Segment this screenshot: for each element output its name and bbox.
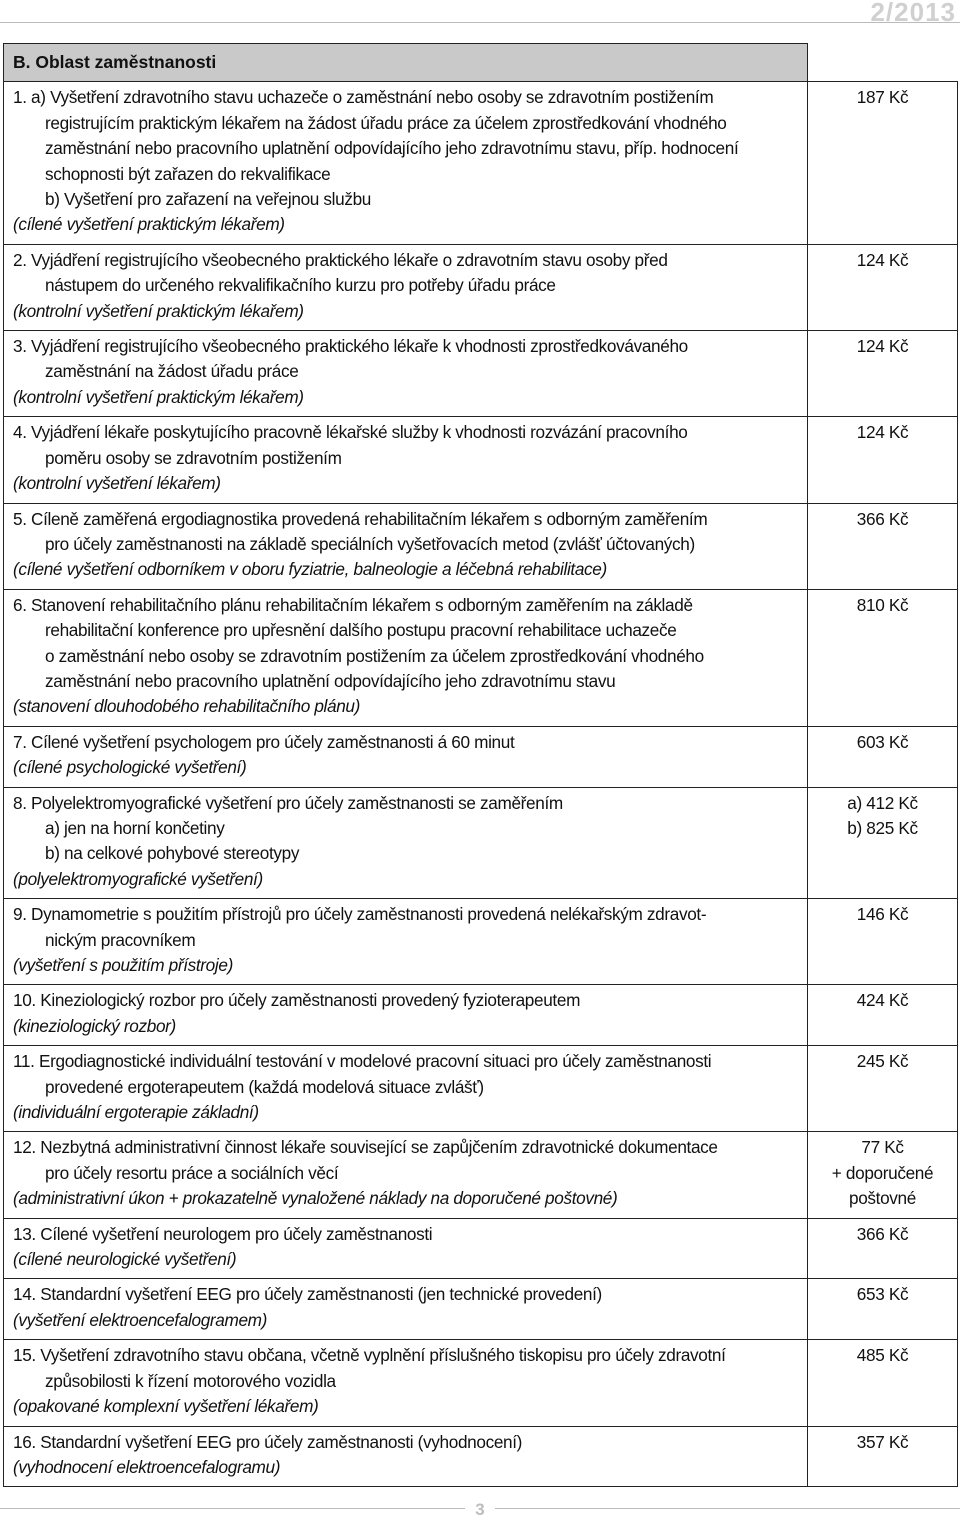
fee-item-category: (polyelektromyografické vyšetření): [13, 868, 263, 889]
fee-item-category: (cílené vyšetření odborníkem v oboru fyziatrie, balneologie a léčebná rehabilitace): [13, 559, 607, 580]
fee-item-category: (kontrolní vyšetření praktickým lékařem): [13, 300, 304, 321]
fee-item-category: (vyšetření elektroencefalogramem): [13, 1309, 268, 1330]
fee-item-description: [4, 1340, 808, 1426]
price-line: 485 Kč: [856, 1345, 909, 1366]
fee-item-category: (stanovení dlouhodobého rehabilitačního plánu): [13, 696, 361, 717]
page-number: 3: [465, 1500, 494, 1519]
fee-item-category: (vyšetření s použitím přístroje): [13, 955, 233, 975]
fee-item-row: [4, 331, 958, 417]
description-line: 16. Standardní vyšetření EEG pro účely zaměstnanosti (vyhodnocení): [13, 1431, 523, 1452]
section-header-row: [4, 44, 958, 82]
fee-item-price: [808, 417, 958, 503]
fee-item-row: [4, 1279, 958, 1340]
fee-item-price: [808, 1046, 958, 1132]
description-line: 1. a) Vyšetření zdravotního stavu uchazeče o zaměstnání nebo osoby se zdravotním postižením: [13, 87, 714, 108]
description-line: poměru osoby se zdravotním postižením: [45, 447, 342, 468]
description-line: 13. Cílené vyšetření neurologem pro účely zaměstnanosti: [13, 1223, 433, 1244]
description-line: zaměstnání nebo pracovního uplatnění odpovídajícího jeho zdravotnímu stavu: [45, 670, 616, 691]
description-line: pro účely resortu práce a sociálních věcí: [45, 1162, 339, 1183]
fee-item-row: [4, 1046, 958, 1132]
page-number-wrap: [0, 1500, 960, 1520]
fee-item-price: [808, 589, 958, 726]
description-line: b) Vyšetření pro zařazení na veřejnou službu: [45, 189, 371, 210]
price-line: 187 Kč: [856, 87, 909, 108]
description-line: 11. Ergodiagnostické individuální testování v modelové pracovní situaci pro účely zaměstnanosti: [13, 1051, 712, 1072]
description-line: 14. Standardní vyšetření EEG pro účely zaměstnanosti (jen technické provedení): [13, 1284, 602, 1305]
fee-item-category: (kontrolní vyšetření praktickým lékařem): [13, 386, 304, 407]
fee-item-row: [4, 1218, 958, 1279]
price-line: 366 Kč: [856, 508, 909, 529]
section-title: B. Oblast zaměstnanosti: [4, 44, 808, 82]
fee-item-description: [4, 417, 808, 503]
fee-item-description: [4, 1426, 808, 1487]
price-line: poštovné: [849, 1188, 916, 1209]
description-line: a) jen na horní končetiny: [45, 817, 225, 838]
fee-item-category: (administrativní úkon + prokazatelně vynaložené náklady na doporučené poštovné): [13, 1188, 618, 1209]
fee-item-row: [4, 417, 958, 503]
description-line: zaměstnání nebo pracovního uplatnění odpovídajícího jeho zdravotnímu stavu, příp. hodnocení: [45, 138, 739, 159]
fee-item-row: [4, 244, 958, 330]
price-line: 653 Kč: [856, 1284, 909, 1305]
description-line: zaměstnání na žádost úřadu práce: [45, 361, 299, 382]
fee-item-description: [4, 1046, 808, 1132]
fee-item-price: [808, 82, 958, 244]
fee-item-price: [808, 899, 958, 985]
description-line: provedené ergoterapeutem (každá modelová situace zvlášť): [45, 1076, 484, 1097]
description-line: o zaměstnání nebo osoby se zdravotním postižením za účelem zprostředkování vhodného: [45, 645, 704, 666]
fee-table: [3, 43, 958, 1487]
description-line: 12. Nezbytná administrativní činnost lékaře související se zapůjčením zdravotnické dokumentace: [13, 1137, 718, 1158]
fee-item-description: [4, 82, 808, 244]
price-line: 77 Kč: [861, 1137, 904, 1158]
fee-item-price: [808, 1279, 958, 1340]
description-line: rehabilitační konference pro upřesnění dalšího postupu pracovní rehabilitace uchazeče: [45, 620, 677, 641]
fee-item-row: [4, 726, 958, 787]
description-line: nickým pracovníkem: [45, 929, 196, 950]
fee-item-row: [4, 1340, 958, 1426]
description-line: b) na celkové pohybové stereotypy: [45, 843, 300, 864]
fee-item-description: [4, 244, 808, 330]
price-line: 810 Kč: [856, 594, 909, 615]
section-header-blank: [808, 44, 958, 82]
fee-item-price: [808, 787, 958, 899]
description-line: 6. Stanovení rehabilitačního plánu rehabilitačním lékařem s odborným zaměřením na základě: [13, 594, 693, 615]
price-line: 366 Kč: [856, 1223, 909, 1244]
fee-item-category: (opakované komplexní vyšetření lékařem): [13, 1396, 319, 1417]
price-line: b) 825 Kč: [847, 817, 918, 838]
fee-item-description: [4, 1279, 808, 1340]
fee-item-row: [4, 82, 958, 244]
fee-item-category: (kineziologický rozbor): [13, 1015, 176, 1036]
price-line: 245 Kč: [856, 1051, 909, 1072]
fee-item-price: [808, 1426, 958, 1487]
fee-item-price: [808, 726, 958, 787]
fee-item-description: [4, 1218, 808, 1279]
fee-item-price: [808, 1218, 958, 1279]
description-line: 7. Cílené vyšetření psychologem pro účely zaměstnanosti á 60 minut: [13, 731, 515, 752]
fee-item-row: [4, 503, 958, 589]
fee-item-category: (kontrolní vyšetření lékařem): [13, 473, 221, 494]
price-line: 146 Kč: [856, 904, 909, 925]
fee-item-price: [808, 1340, 958, 1426]
description-line: schopnosti být zařazen do rekvalifikace: [45, 163, 331, 184]
fee-item-description: [4, 331, 808, 417]
fee-item-category: (cílené psychologické vyšetření): [13, 757, 247, 778]
fee-item-description: [4, 985, 808, 1046]
price-line: 124 Kč: [856, 249, 909, 270]
price-line: + doporučené: [831, 1162, 934, 1183]
fee-item-description: [4, 787, 808, 899]
fee-item-description: [4, 1132, 808, 1218]
description-line: pro účely zaměstnanosti na základě speciálních vyšetřovacích metod (zvlášť účtovaných): [45, 533, 695, 554]
description-line: registrujícím praktickým lékařem na žádost úřadu práce za účelem zprostředkování vhodného: [45, 112, 727, 133]
description-line: nástupem do určeného rekvalifikačního kurzu pro potřeby úřadu práce: [45, 275, 556, 296]
description-line: 3. Vyjádření registrujícího všeobecného praktického lékaře k vhodnosti zprostředkovávaného: [13, 336, 688, 357]
fee-item-category: (individuální ergoterapie základní): [13, 1102, 259, 1123]
fee-item-row: [4, 787, 958, 899]
fee-item-price: [808, 244, 958, 330]
fee-item-category: (vyhodnocení elektroencefalogramu): [13, 1456, 281, 1477]
fee-item-description: [4, 726, 808, 787]
description-line: 2. Vyjádření registrujícího všeobecného praktického lékaře o zdravotním stavu osoby před: [13, 249, 668, 270]
fee-item-description: [4, 589, 808, 726]
price-line: 424 Kč: [856, 990, 909, 1011]
description-line: 15. Vyšetření zdravotního stavu občana, včetně vyplnění příslušného tiskopisu pro účely zdravotní: [13, 1345, 726, 1366]
fee-item-row: [4, 589, 958, 726]
fee-item-description: [4, 899, 808, 985]
description-line: způsobilosti k řízení motorového vozidla: [45, 1370, 336, 1391]
description-line: 9. Dynamometrie s použitím přístrojů pro účely zaměstnanosti provedená nelékařským zdravot-: [13, 904, 707, 925]
price-line: 124 Kč: [856, 336, 909, 357]
fee-item-row: [4, 985, 958, 1046]
fee-item-category: (cílené vyšetření praktickým lékařem): [13, 214, 285, 235]
description-line: 5. Cíleně zaměřená ergodiagnostika provedená rehabilitačním lékařem s odborným zaměřením: [13, 508, 708, 529]
price-line: 124 Kč: [856, 422, 909, 443]
top-divider: [0, 22, 960, 23]
description-line: 4. Vyjádření lékaře poskytujícího pracovně lékařské služby k vhodnosti rozvázání pracovního: [13, 422, 688, 443]
fee-item-price: [808, 1132, 958, 1218]
fee-item-price: [808, 985, 958, 1046]
price-line: a) 412 Kč: [847, 792, 918, 813]
fee-item-price: [808, 503, 958, 589]
price-line: 603 Kč: [856, 731, 909, 752]
fee-item-row: [4, 899, 958, 985]
fee-item-category: (cílené neurologické vyšetření): [13, 1249, 237, 1270]
fee-item-price: [808, 331, 958, 417]
description-line: 8. Polyelektromyografické vyšetření pro účely zaměstnanosti se zaměřením: [13, 792, 563, 813]
fee-item-row: [4, 1426, 958, 1487]
description-line: 10. Kineziologický rozbor pro účely zaměstnanosti provedený fyzioterapeutem: [13, 990, 581, 1011]
price-line: 357 Kč: [856, 1431, 909, 1452]
fee-item-row: [4, 1132, 958, 1218]
issue-number: 2/2013: [870, 0, 956, 27]
fee-item-description: [4, 503, 808, 589]
